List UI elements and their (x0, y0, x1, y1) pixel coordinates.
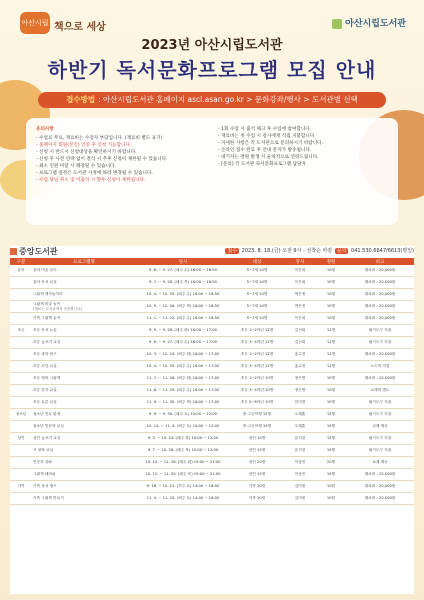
program-cell (32, 361, 136, 373)
table-row (10, 301, 414, 313)
table-row (10, 409, 414, 421)
target-cell: 초등 3~4학년 10명 (230, 385, 284, 397)
library-logo-name: 아산시립도서관 (345, 19, 406, 29)
instructor-cell: 오재훈 (284, 421, 316, 433)
capacity-cell: 12명 (316, 325, 346, 337)
instructor-cell: 유지현 (284, 433, 316, 445)
program-cell (32, 325, 136, 337)
category-cell (10, 421, 32, 433)
target-cell: 성인 15명 (230, 433, 284, 445)
category-cell (10, 289, 32, 301)
section-head (10, 246, 414, 258)
target-cell: 초등 1~2학년 10명 (230, 373, 284, 385)
table-row (10, 277, 414, 289)
program-name: 시 창작 교실 (33, 448, 54, 452)
instructor-cell: 오재훈 (284, 409, 316, 421)
category-cell (10, 373, 32, 385)
time-cell: 11. 7. ~ 11. 28. (매주 화) 16:00 ~ 17:00 (136, 373, 230, 385)
time-cell: 11. 1. ~ 11. 22. (매주 수) 16:00 ~ 16:50 (136, 313, 230, 325)
instructor-cell: 이상민 (284, 469, 316, 481)
note-cell: 교재 제공 (346, 421, 414, 433)
program-name: 그림책 미술 놀이 (33, 301, 61, 306)
note-cell: 필기도구 지참 (346, 337, 414, 349)
instructor-cell: 정은영 (284, 385, 316, 397)
category-cell (10, 457, 32, 469)
program-table (10, 258, 414, 505)
note-cell: 필기도구 지참 (346, 325, 414, 337)
header (0, 0, 424, 90)
section-info: 접수 2023. 8. 18.(금) 오전 9시 - 선착순 마감 문의 041.530.6647/6613(평일) (227, 248, 414, 254)
target-cell: 중·고등학생 15명 (230, 421, 284, 433)
instructor-cell: 김미정 (284, 493, 316, 505)
program-name: 가족 독서 캠프 (33, 484, 57, 488)
year-title: 2023년 아산시립도서관 (141, 38, 283, 53)
application-method-bar (38, 92, 386, 108)
table-row (10, 289, 414, 301)
table-row (10, 469, 414, 481)
capacity-cell: 15명 (316, 469, 346, 481)
instructor-cell: 이상민 (284, 457, 316, 469)
category-cell: 가족 (10, 481, 32, 493)
slogan: 책으로 세상 (54, 22, 106, 33)
program-cell (32, 337, 136, 349)
capacity-cell: 10명 (316, 385, 346, 397)
program-name: 성인 글쓰기 교실 (33, 436, 61, 440)
instructor-cell: 이은희 (284, 277, 316, 289)
program-name: 청소년 인문학 교실 (33, 424, 64, 428)
instructor-cell: 김선희 (284, 337, 316, 349)
instructor-cell: 홍수현 (284, 349, 316, 361)
category-cell (10, 493, 32, 505)
time-cell: 9. 6. ~ 9. 27. (매주 수) 16:00 ~ 16:50 (136, 265, 230, 277)
instructor-cell: 이은희 (284, 313, 316, 325)
program-name: 가족 그림책 만들기 (33, 496, 64, 500)
target-cell: 5~7세 10명 (230, 301, 284, 313)
instructor-cell: 한미경 (284, 397, 316, 409)
notice-left-column: 유의사항 - 수업료 무료, 재료비는 수강자 부담입니다. (재료비 별도 표기) - 홈페이지 회원(본인) 인증 후 신청 가능합니다. - 신청 시 반드시 신청대상을 확인하시기 바랍니다. - 신청 후 사전 연락 없이 결석 시 추후 신청이 제한될 수 있습니다. - 최소 인원 미달 시 폐강될 수 있습니다. - 프로그램 일정은 도서관 사정에 따라 변경될 수 있습니다. - 수업 당일 취소 및 미출석 시 향후 신청이 제한됩니다. (36, 126, 211, 184)
capacity-cell: 10명 (316, 397, 346, 409)
category-cell (10, 301, 32, 313)
note-cell: 재료비 : 10,000원 (346, 373, 414, 385)
time-cell: 9. 6. ~ 9. 27. (매주 수) 16:00 ~ 17:00 (136, 337, 230, 349)
target-cell: 성인 15명 (230, 445, 284, 457)
table-row (10, 433, 414, 445)
note-cell: 재료비 : 20,000원 (346, 301, 414, 313)
note-cell: 필기도구 지참 (346, 445, 414, 457)
instructor-cell: 김선희 (284, 325, 316, 337)
capacity-cell: 10명 (316, 313, 346, 325)
time-cell: 9. 7. ~ 9. 28. (매주 목) 16:00 ~ 16:50 (136, 277, 230, 289)
program-cell (32, 265, 136, 277)
time-cell: 10. 5. ~ 10. 26. (매주 목) 16:00 ~ 16:50 (136, 301, 230, 313)
program-cell (32, 433, 136, 445)
category-cell (10, 337, 32, 349)
notice-box (26, 118, 398, 225)
time-cell: 10. 12. ~ 11. 30. (매주 목) 19:00 ~ 21:00 (136, 469, 230, 481)
time-cell: 9. 5. ~ 9. 26. (매주 화) 16:00 ~ 17:00 (136, 325, 230, 337)
program-cell (32, 469, 136, 481)
time-cell: 11. 9. ~ 11. 30. (매주 목) 16:00 ~ 17:00 (136, 397, 230, 409)
instructor-cell: 이은희 (284, 265, 316, 277)
capacity-cell: 12명 (316, 361, 346, 373)
capacity-cell: 10팀 (316, 493, 346, 505)
time-cell: 9. 16. ~ 10. 21. (격주 토) 14:00 ~ 16:00 (136, 481, 230, 493)
program-name: 가족 그림책 놀이 (33, 316, 61, 320)
table-row (10, 361, 414, 373)
category-cell (10, 313, 32, 325)
capacity-cell: 20명 (316, 457, 346, 469)
program-cell (32, 481, 136, 493)
program-name: 초등 한자 교실 (33, 388, 57, 392)
program-name: 초등 글쓰기 교실 (33, 340, 61, 344)
instructor-cell: 유지현 (284, 445, 316, 457)
library-logo (332, 16, 406, 29)
note-cell: 교재 제공 (346, 457, 414, 469)
time-cell: 9. 9. ~ 9. 30. (매주 토) 10:00 ~ 12:00 (136, 409, 230, 421)
note-cell: 재료비 : 20,000원 (346, 481, 414, 493)
time-cell: 11. 4. ~ 11. 25. (매주 토) 14:00 ~ 16:00 (136, 493, 230, 505)
category-cell: 성인 (10, 433, 32, 445)
library-badge: 아산시립 (20, 12, 50, 34)
target-cell: 초등 3~4학년 12명 (230, 337, 284, 349)
instructor-cell: 김미정 (284, 481, 316, 493)
program-cell (32, 385, 136, 397)
target-cell: 성인 20명 (230, 457, 284, 469)
notice-left-head: 유의사항 (36, 127, 54, 132)
capacity-cell: 10명 (316, 277, 346, 289)
time-cell: 9. 7. ~ 10. 26. (매주 목) 10:00 ~ 12:00 (136, 445, 230, 457)
program-cell (32, 493, 136, 505)
category-cell (10, 445, 32, 457)
instructor-cell: 박은정 (284, 301, 316, 313)
capacity-cell: 10명 (316, 265, 346, 277)
table-row (10, 313, 414, 325)
target-cell: 초등 1~2학년 12명 (230, 325, 284, 337)
program-cell (32, 301, 136, 313)
program-cell (32, 373, 136, 385)
program-name: 초등 코딩 교실 (33, 364, 57, 368)
program-name: 초등 영어 그림책 (33, 376, 61, 380)
time-cell: 9. 5. ~ 10. 24. (매주 화) 10:00 ~ 12:00 (136, 433, 230, 445)
program-name: 그림책 테라피 (33, 472, 56, 476)
target-cell: 5~7세 10명 (230, 289, 284, 301)
time-cell: 10. 14. ~ 11. 4. (매주 토) 10:00 ~ 12:00 (136, 421, 230, 433)
note-cell: 재료비 : 20,000원 (346, 265, 414, 277)
section-title: 중앙도서관 (10, 246, 58, 257)
program-name: 그림책 생각놀이터 (33, 292, 63, 296)
table-row (10, 373, 414, 385)
table-row (10, 397, 414, 409)
program-name: 유아 독서 교실 (33, 280, 57, 284)
note-cell: 교재비 별도 (346, 385, 414, 397)
category-cell (10, 397, 32, 409)
table-row (10, 493, 414, 505)
program-cell (32, 457, 136, 469)
method-text: : 아산시립도서관 홈페이지 ascl.asan.go.kr > 문화강좌/행사 > 도서관별 선택 (98, 95, 358, 104)
program-cell (32, 445, 136, 457)
target-cell: 5~7세 10명 (230, 313, 284, 325)
table-row (10, 457, 414, 469)
capacity-cell: 10명 (316, 289, 346, 301)
program-cell (32, 421, 136, 433)
section-icon (10, 248, 17, 255)
category-cell: 청소년 (10, 409, 32, 421)
table-header-row: 구분 프로그램명 일시 대상 강사 정원 비고 (10, 258, 414, 265)
library-logo-icon (332, 19, 342, 29)
target-cell: 가족 10팀 (230, 493, 284, 505)
capacity-cell: 10명 (316, 373, 346, 385)
category-cell (10, 361, 32, 373)
main-title: 하반기 독서문화프로그램 모집 안내 (47, 58, 377, 82)
target-cell: 5~7세 10명 (230, 277, 284, 289)
program-cell (32, 349, 136, 361)
note-cell: 필기도구 지참 (346, 397, 414, 409)
program-cell (32, 289, 136, 301)
time-cell: 10. 4. ~ 10. 25. (매주 수) 16:00 ~ 17:00 (136, 361, 230, 373)
capacity-cell: 10명 (316, 301, 346, 313)
program-name: 초등 과학 탐구 (33, 352, 57, 356)
capacity-cell: 15명 (316, 445, 346, 457)
program-name: 초등 토론 교실 (33, 400, 57, 404)
target-cell: 5~7세 10명 (230, 265, 284, 277)
note-cell: 재료비 : 20,000원 (346, 313, 414, 325)
category-cell (10, 277, 32, 289)
notice-right-column: - 1회 수업 시 출석 체크 후 수업에 참여합니다. - 재료비는 첫 수업 시 강사에게 직접 지불합니다. - 자세한 사항은 각 도서관으로 문의하시기 바랍니다. - 온라인 접수 완료 후 안내 문자가 발송됩니다. - 대기자는 결원 발생 시 순차적으로 연락드립니다. - [문의] 각 도서관 독서문화프로그램 담당자 (218, 127, 324, 167)
capacity-cell: 15명 (316, 409, 346, 421)
instructor-cell: 정은영 (284, 373, 316, 385)
target-cell: 초등 3~4학년 12명 (230, 361, 284, 373)
table-row (10, 385, 414, 397)
target-cell: 가족 10팀 (230, 481, 284, 493)
note-cell: 재료비 : 20,000원 (346, 493, 414, 505)
program-cell (32, 277, 136, 289)
target-cell: 성인 15명 (230, 469, 284, 481)
capacity-cell: 10팀 (316, 481, 346, 493)
target-cell: 중·고등학생 15명 (230, 409, 284, 421)
category-cell (10, 349, 32, 361)
capacity-cell: 15명 (316, 433, 346, 445)
note-cell: 재료비 : 20,000원 (346, 289, 414, 301)
time-cell: 11. 8. ~ 11. 29. (매주 수) 16:00 ~ 17:00 (136, 385, 230, 397)
capacity-cell: 12명 (316, 349, 346, 361)
note-cell: 필기도구 지참 (346, 409, 414, 421)
capacity-cell: 15명 (316, 421, 346, 433)
table-row (10, 481, 414, 493)
program-table-section (10, 246, 414, 594)
note-cell: 노트북 지참 (346, 361, 414, 373)
program-cell (32, 397, 136, 409)
program-name: 청소년 진로 탐색 (33, 412, 61, 416)
program-name: 인문학 강좌 (33, 460, 52, 464)
method-label: 접수방법 (66, 95, 96, 104)
note-cell: 재료비 : 20,000원 (346, 349, 414, 361)
program-cell (32, 409, 136, 421)
table-row (10, 445, 414, 457)
program-name: 초등 독서 논술 (33, 328, 57, 332)
target-cell: 초등 1~2학년 12명 (230, 349, 284, 361)
note-cell: 재료비 : 15,000원 (346, 469, 414, 481)
category-cell: 초등 (10, 325, 32, 337)
table-row (10, 337, 414, 349)
table-row (10, 325, 414, 337)
table-row (10, 265, 414, 277)
time-cell: 10. 4. ~ 10. 25. (매주 수) 16:00 ~ 16:50 (136, 289, 230, 301)
note-cell: 재료비 : 20,000원 (346, 277, 414, 289)
category-cell (10, 385, 32, 397)
table-row (10, 349, 414, 361)
category-cell: 유아 (10, 265, 32, 277)
time-cell: 10. 3. ~ 10. 24. (매주 화) 16:00 ~ 17:00 (136, 349, 230, 361)
time-cell: 10. 10. ~ 11. 28. (매주 화) 19:00 ~ 21:00 (136, 457, 230, 469)
capacity-cell: 12명 (316, 337, 346, 349)
program-subtitle: (재료는 도서관에서 준비합니다) (33, 306, 82, 311)
category-cell (10, 469, 32, 481)
instructor-cell: 홍수현 (284, 361, 316, 373)
instructor-cell: 박은정 (284, 289, 316, 301)
note-cell: 필기도구 지참 (346, 433, 414, 445)
target-cell: 초등 5~6학년 10명 (230, 397, 284, 409)
program-cell (32, 313, 136, 325)
program-name: 유아 미술 놀이 (33, 268, 57, 272)
table-row (10, 421, 414, 433)
